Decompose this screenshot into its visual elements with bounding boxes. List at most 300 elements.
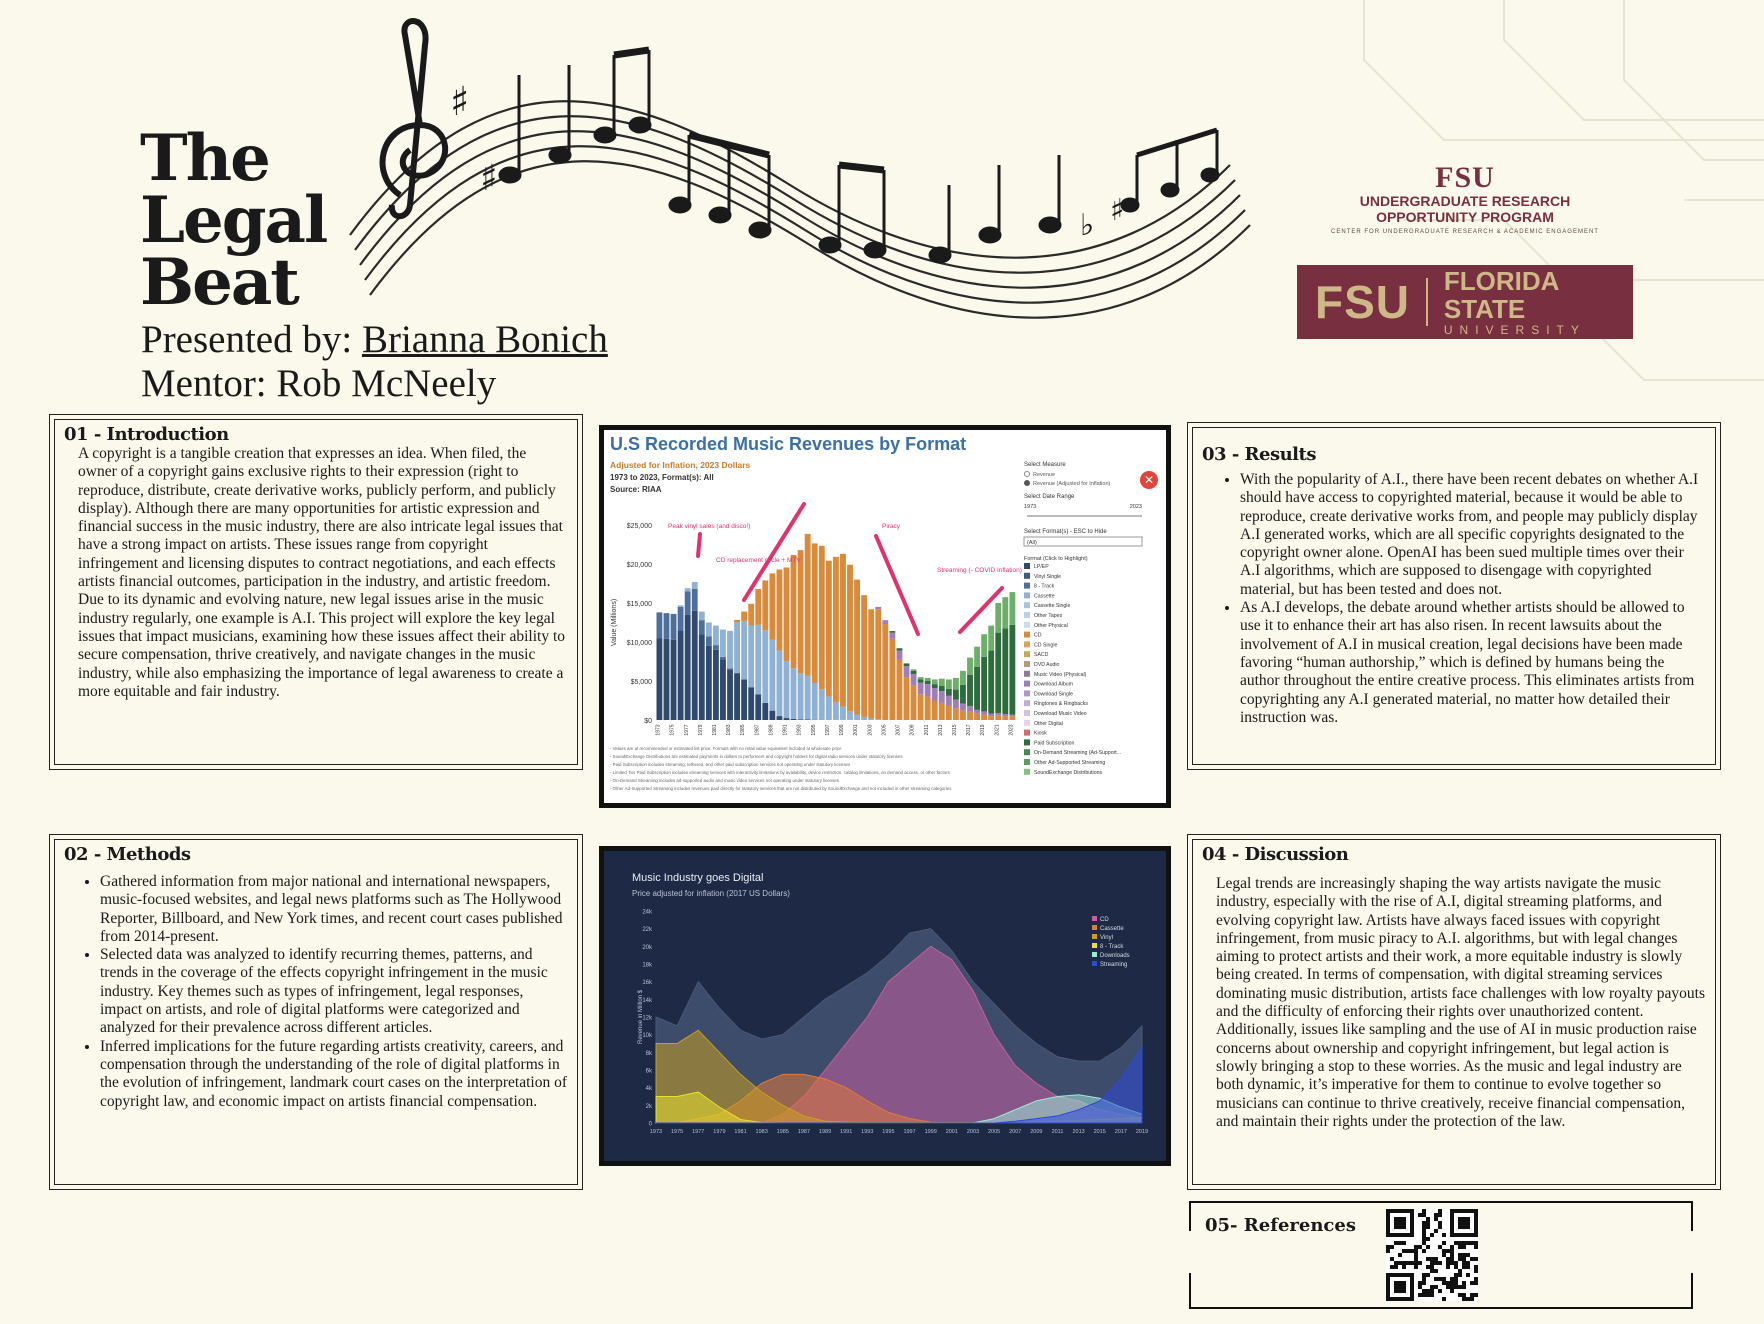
qr-module bbox=[1398, 1241, 1402, 1245]
y-tick-label: 0 bbox=[648, 1121, 652, 1128]
poster-title bbox=[140, 121, 327, 320]
bar-segment bbox=[932, 688, 938, 700]
annotation-arrow bbox=[876, 536, 918, 634]
x-tick-label: 1985 bbox=[776, 1129, 789, 1135]
svg-text:♯: ♯ bbox=[1110, 193, 1125, 228]
qr-module bbox=[1418, 1245, 1422, 1249]
x-tick-label: 2009 bbox=[1030, 1129, 1043, 1135]
discussion-section bbox=[1187, 834, 1721, 1190]
bar-segment bbox=[692, 611, 698, 720]
y-axis-label: Revenue in Million $ bbox=[638, 989, 644, 1045]
legend-swatch bbox=[1024, 563, 1030, 569]
legend-item: Other Tapes bbox=[1034, 613, 1063, 619]
legend-swatch bbox=[1024, 710, 1030, 716]
legend-swatch bbox=[1024, 720, 1030, 726]
legend-item: Download Music Video bbox=[1034, 711, 1087, 717]
bar-segment bbox=[713, 626, 719, 646]
fsu-name bbox=[1444, 267, 1633, 337]
chart2-svg bbox=[604, 851, 1166, 1161]
legend-item: Streaming bbox=[1100, 962, 1128, 968]
bar-segment bbox=[974, 647, 980, 667]
x-tick-label: 1977 bbox=[683, 724, 690, 736]
legend-swatch bbox=[1024, 661, 1030, 667]
qr-module bbox=[1462, 1245, 1466, 1249]
bar-segment bbox=[868, 718, 874, 720]
presenter-prefix: Presented by: bbox=[141, 318, 362, 361]
logo-divider bbox=[1426, 278, 1428, 326]
qr-module bbox=[1450, 1245, 1454, 1249]
bar-segment bbox=[826, 696, 832, 719]
bar-segment bbox=[727, 669, 733, 670]
qr-module bbox=[1446, 1265, 1450, 1269]
control-label: Select Date Range bbox=[1024, 494, 1075, 500]
qr-module bbox=[1442, 1249, 1446, 1253]
qr-module bbox=[1402, 1261, 1406, 1265]
x-tick-label: 1999 bbox=[924, 1129, 937, 1135]
footnote: - SoundExchange Distributions are estimated payments in dollars to performers and copyright holders for digital radio services under statutory licenses bbox=[610, 754, 903, 759]
bar-segment bbox=[755, 694, 761, 720]
bar-segment bbox=[904, 666, 910, 677]
fsu-mark: FSU bbox=[1315, 276, 1410, 328]
bar-segment bbox=[762, 630, 768, 703]
qr-module bbox=[1426, 1217, 1430, 1221]
x-tick-label: 2017 bbox=[966, 724, 973, 736]
bar-segment bbox=[706, 637, 712, 646]
qr-module bbox=[1418, 1213, 1422, 1217]
bar-segment bbox=[748, 604, 754, 626]
x-tick-label: 2015 bbox=[1093, 1129, 1106, 1135]
qr-module bbox=[1454, 1285, 1458, 1289]
x-tick-label: 1983 bbox=[726, 724, 733, 736]
fsu-logo bbox=[1297, 265, 1633, 339]
qr-module bbox=[1470, 1257, 1474, 1261]
bar-segment bbox=[791, 555, 797, 668]
list-item: • Gathered information from major national and international newspapers, music-focused websites, and legal news platforms such as The Hollywood Reporter, Billboard, and New York times, and recent court cases published from 2014-present. bbox=[100, 873, 568, 946]
presenter-line bbox=[141, 318, 608, 362]
x-tick-label: 1993 bbox=[861, 1129, 874, 1135]
bar-segment bbox=[762, 703, 768, 720]
qr-module bbox=[1414, 1249, 1418, 1253]
qr-module bbox=[1474, 1245, 1478, 1249]
qr-module bbox=[1458, 1293, 1462, 1297]
x-tick-label: 1991 bbox=[840, 1129, 853, 1135]
legend-item: Cassette Single bbox=[1034, 603, 1071, 610]
bar-segment bbox=[769, 573, 775, 639]
legend-swatch bbox=[1092, 916, 1097, 921]
urop-line2: OPPORTUNITY PROGRAM bbox=[1376, 209, 1554, 225]
x-tick-label: 2015 bbox=[952, 724, 958, 736]
qr-module bbox=[1430, 1285, 1434, 1289]
qr-module bbox=[1422, 1241, 1426, 1245]
bar-segment bbox=[918, 679, 924, 682]
qr-module bbox=[1422, 1225, 1426, 1229]
urop-logo bbox=[1330, 163, 1600, 235]
y-tick-label: 8k bbox=[645, 1050, 652, 1057]
bar-segment bbox=[904, 677, 910, 720]
list-item: • Inferred implications for the future regarding artists creativity, careers, and compensation through the understanding of the role of digital platforms in the evolution of infringement, landmark court cases on the interpretation of copyright law, and economic impact on artists financial compensation. bbox=[100, 1038, 568, 1111]
x-tick-label: 2003 bbox=[867, 724, 874, 736]
legend-item: Kiosk bbox=[1034, 730, 1047, 737]
qr-module bbox=[1390, 1245, 1394, 1249]
chart-title: Music Industry goes Digital bbox=[632, 872, 764, 884]
qr-module bbox=[1422, 1277, 1426, 1281]
x-tick-label: 1985 bbox=[740, 724, 747, 736]
bar-segment bbox=[875, 607, 881, 609]
qr-module bbox=[1418, 1293, 1422, 1297]
footnote: - Values are at recommended or estimated list price. Formats with no retail value equivalent included at wholesale price bbox=[610, 746, 842, 751]
qr-module bbox=[1418, 1261, 1422, 1265]
bar-segment bbox=[741, 621, 747, 680]
qr-module bbox=[1414, 1245, 1418, 1249]
qr-module bbox=[1442, 1281, 1446, 1285]
x-tick-label: 1975 bbox=[669, 724, 676, 736]
legend-item: SACD bbox=[1034, 652, 1049, 659]
bar-segment bbox=[981, 711, 987, 714]
legend-swatch bbox=[1024, 681, 1030, 687]
chart-source: Source: RIAA bbox=[610, 485, 662, 494]
footnote: - Other Ad-Supported Streaming includes revenues paid directly for statutory services that are not distributed by SoundExchange and not included in other streaming categories bbox=[610, 786, 952, 791]
x-tick-label: 2013 bbox=[937, 724, 944, 736]
y-tick-label: 14k bbox=[642, 997, 652, 1004]
qr-module bbox=[1450, 1253, 1454, 1257]
legend-swatch bbox=[1092, 925, 1097, 930]
bar-segment bbox=[995, 633, 1001, 713]
qr-module bbox=[1430, 1257, 1434, 1261]
svg-text:♭: ♭ bbox=[1080, 208, 1095, 243]
bar-segment bbox=[741, 612, 747, 621]
chart1-svg bbox=[604, 430, 1166, 803]
qr-module bbox=[1418, 1281, 1422, 1285]
section-heading: 04 - Discussion bbox=[1202, 844, 1349, 865]
bar-segment bbox=[692, 582, 698, 589]
radio-button bbox=[1025, 481, 1030, 486]
qr-module bbox=[1446, 1261, 1450, 1265]
bar-segment bbox=[911, 686, 917, 720]
qr-module bbox=[1462, 1285, 1466, 1289]
qr-module bbox=[1422, 1209, 1426, 1213]
bar-segment bbox=[798, 550, 804, 673]
bar-segment bbox=[967, 711, 973, 720]
y-tick-label: 18k bbox=[642, 962, 652, 969]
bar-segment bbox=[981, 715, 987, 720]
x-tick-label: 1987 bbox=[754, 724, 761, 736]
bar-segment bbox=[932, 679, 938, 684]
qr-module bbox=[1458, 1241, 1462, 1245]
results-list bbox=[1202, 471, 1706, 727]
annotation-arrow bbox=[698, 534, 700, 556]
legend-swatch bbox=[1092, 961, 1097, 966]
qr-module bbox=[1434, 1269, 1438, 1273]
bar-segment bbox=[840, 554, 846, 707]
x-tick-label: 1983 bbox=[755, 1129, 768, 1135]
bar-segment bbox=[1009, 716, 1015, 720]
bar-segment bbox=[1009, 625, 1015, 715]
bar-segment bbox=[840, 707, 846, 720]
qr-module bbox=[1458, 1253, 1462, 1257]
bar-segment bbox=[882, 620, 888, 624]
qr-module bbox=[1466, 1273, 1470, 1277]
x-tick-label: 1989 bbox=[818, 1129, 832, 1135]
section-body: Legal trends are increasingly shaping the way artists navigate the music industry, especially with the rise of A.I, digital streaming platforms, and evolving copyright law. Artists have always faced issues with copyright infringement, from music piracy to A.I. algorithms, but with legal changes aiming to protect artists and their work, a more equitable industry is slowly being created. In terms of compensation, with digital streaming services dominating music distribution, artists face challenges with low royalty payouts and the difficulty of enforcing their rights over unauthorized content. Additionally, issues like sampling and the use of AI in music production raise concerns about ownership and copyright infringement, but legal action is slowly bringing a stop to these worries. As the music and legal industry are both dynamic, it’s imperative for them to continue to evolve together so musicians can continue to thrive creatively, receive financial compensation, and maintain their rights under the protection of the law. bbox=[1216, 875, 1706, 1130]
divider bbox=[1191, 1201, 1691, 1203]
revenue-by-format-chart bbox=[599, 425, 1171, 808]
qr-module bbox=[1454, 1241, 1458, 1245]
qr-module bbox=[1398, 1253, 1402, 1257]
x-tick-label: 1993 bbox=[796, 724, 803, 736]
bar-segment bbox=[833, 557, 839, 702]
bar-segment bbox=[875, 719, 881, 720]
qr-finder bbox=[1458, 1217, 1470, 1229]
qr-module bbox=[1446, 1257, 1450, 1261]
x-tick-label: 1979 bbox=[697, 724, 704, 736]
bar-segment bbox=[953, 700, 959, 709]
qr-module bbox=[1422, 1221, 1426, 1225]
y-axis-label: Value (Millions) bbox=[611, 598, 618, 647]
qr-module bbox=[1474, 1257, 1478, 1261]
x-tick-label: 1989 bbox=[768, 724, 775, 736]
qr-module bbox=[1474, 1269, 1478, 1273]
x-tick-label: 1999 bbox=[839, 724, 846, 736]
x-tick-label: 2001 bbox=[945, 1129, 958, 1135]
qr-module bbox=[1414, 1261, 1418, 1265]
annotation-label: CD replacement cycle + MTV bbox=[716, 557, 801, 564]
bar-segment bbox=[777, 569, 783, 650]
qr-module bbox=[1454, 1281, 1458, 1285]
bar-segment bbox=[777, 651, 783, 717]
music-goes-digital-chart bbox=[599, 846, 1171, 1166]
y-tick-label: $0 bbox=[644, 718, 652, 725]
bar-segment bbox=[678, 607, 684, 630]
legend-item: On-Demand Streaming (Ad-Support... bbox=[1034, 750, 1122, 757]
bar-segment bbox=[974, 714, 980, 720]
x-tick-label: 1975 bbox=[671, 1129, 684, 1135]
dropdown-value: (All) bbox=[1027, 540, 1037, 546]
qr-module bbox=[1466, 1253, 1470, 1257]
references-section bbox=[1189, 1201, 1693, 1309]
bar-segment bbox=[671, 614, 677, 640]
qr-module bbox=[1426, 1293, 1430, 1297]
bar-segment bbox=[939, 703, 945, 720]
y-tick-label: 12k bbox=[642, 1015, 652, 1022]
fsu-name-line2: UNIVERSITY bbox=[1443, 323, 1586, 337]
bar-segment bbox=[826, 561, 832, 697]
y-tick-label: 22k bbox=[642, 927, 652, 934]
methods-list bbox=[64, 873, 568, 1111]
chart-meta: 1973 to 2023, Format(s): All bbox=[610, 473, 714, 482]
bar-segment bbox=[967, 658, 973, 675]
x-tick-label: 1973 bbox=[649, 1129, 663, 1135]
legend-swatch bbox=[1024, 739, 1030, 745]
section-body: A copyright is a tangible creation that expresses an idea. When filed, the owner of a copyright gains exclusive rights to their expression (right to reproduce, distribute, create derivative works, publicly perform, and publicly display). Although there are many opportunities for artistic expression and financial success in the music industry, there are also intricate legal issues that have a strong impact on artists. These issues range from copyright infringement and licensing disputes to contract negotiations, and each effects artists financial outcomes, participation in the industry, and artistic freedom. Due to its dynamic and evolving nature, new legal issues arise in the music industry regularly, one example is A.I. This project will explore the key legal issues that impact musicians, examining how these issues affect their ability to secure compensation, thrive creatively, and navigate changes in the music industry, while also emphasizing the importance of legal awareness to create a more equitable and fair industry. bbox=[78, 445, 566, 700]
legend-swatch bbox=[1092, 952, 1097, 957]
qr-module bbox=[1434, 1229, 1438, 1233]
bar-segment bbox=[720, 657, 726, 659]
bar-segment bbox=[699, 634, 705, 720]
bar-segment bbox=[897, 648, 903, 650]
bar-segment bbox=[939, 691, 945, 703]
bar-segment bbox=[755, 589, 761, 625]
bar-segment bbox=[819, 546, 825, 690]
legend-item: Ringtones & Ringbacks bbox=[1034, 701, 1088, 708]
bar-segment bbox=[897, 651, 903, 660]
qr-module bbox=[1402, 1241, 1406, 1245]
x-tick-label: 1991 bbox=[782, 724, 789, 736]
qr-module bbox=[1466, 1241, 1470, 1245]
qr-module bbox=[1394, 1261, 1398, 1265]
urop-line1: UNDERGRADUATE RESEARCH bbox=[1359, 193, 1571, 209]
format-dropdown bbox=[1024, 537, 1142, 546]
fsu-name-line1: FLORIDA STATE bbox=[1443, 266, 1559, 324]
qr-module bbox=[1430, 1289, 1434, 1293]
x-tick-label: 2009 bbox=[909, 724, 916, 736]
bar-segment bbox=[988, 626, 994, 651]
qr-module bbox=[1426, 1237, 1430, 1241]
qr-module bbox=[1434, 1257, 1438, 1261]
qr-module bbox=[1434, 1285, 1438, 1289]
qr-module bbox=[1438, 1277, 1442, 1281]
y-tick-label: $15,000 bbox=[626, 601, 652, 608]
bar-segment bbox=[974, 710, 980, 714]
legend-item: Download Album bbox=[1034, 681, 1073, 688]
qr-module bbox=[1422, 1229, 1426, 1233]
chart-title: U.S Recorded Music Revenues by Format bbox=[610, 434, 967, 454]
x-tick-label: 2003 bbox=[966, 1129, 980, 1135]
qr-module bbox=[1462, 1293, 1466, 1297]
footnote: - Limited Tier Paid Subscription includes streaming services with interactivity limitations by availability, device restriction, catalog limitations, on demand access, or other factors bbox=[610, 770, 950, 775]
annotation-label: Piracy bbox=[882, 523, 901, 530]
bar-segment bbox=[988, 716, 994, 720]
qr-module bbox=[1450, 1257, 1454, 1261]
x-tick-label: 1981 bbox=[734, 1129, 747, 1135]
x-tick-label: 2005 bbox=[881, 724, 888, 736]
presenter-name: Brianna Bonich bbox=[361, 318, 608, 361]
bar-segment bbox=[1009, 715, 1015, 717]
bar-segment bbox=[946, 689, 952, 696]
x-tick-label: 1977 bbox=[692, 1129, 705, 1135]
qr-module bbox=[1386, 1249, 1390, 1253]
bar-segment bbox=[854, 715, 860, 720]
bar-segment bbox=[664, 613, 670, 639]
qr-module bbox=[1422, 1233, 1426, 1237]
radio-label: Revenue bbox=[1033, 472, 1056, 478]
qr-module bbox=[1442, 1297, 1446, 1301]
bar-segment bbox=[734, 673, 740, 720]
urop-mark: FSU bbox=[1435, 161, 1495, 194]
qr-module bbox=[1470, 1281, 1474, 1285]
footnote: - Paid Subscription includes streaming, tethered, and other paid subscription services not operating under statutory licenses bbox=[610, 762, 851, 767]
qr-module bbox=[1386, 1245, 1390, 1249]
list-item: • Selected data was analyzed to identify recurring themes, patterns, and trends in the coverage of the effects copyright infringement in the music industry. Key themes such as types of infringement, legal responses, impact on artists, and role of digital platforms were categorized and analyzed for their prevalence across different articles. bbox=[100, 946, 568, 1037]
qr-module bbox=[1422, 1289, 1426, 1293]
control-label: Select Measure bbox=[1024, 462, 1066, 468]
qr-module bbox=[1450, 1285, 1454, 1289]
bar-segment bbox=[762, 580, 768, 630]
qr-module bbox=[1422, 1249, 1426, 1253]
chart-subtitle: Adjusted for Inflation, 2023 Dollars bbox=[610, 460, 751, 470]
bar-segment bbox=[988, 714, 994, 716]
qr-module bbox=[1454, 1277, 1458, 1281]
bar-segment bbox=[932, 684, 938, 688]
qr-module bbox=[1450, 1289, 1454, 1293]
y-tick-label: $10,000 bbox=[626, 640, 652, 647]
legend-item: 8 - Track bbox=[1100, 944, 1124, 950]
x-tick-label: 2011 bbox=[1051, 1129, 1064, 1135]
bar-segment bbox=[805, 534, 811, 676]
qr-module bbox=[1466, 1261, 1470, 1265]
bar-segment bbox=[1009, 592, 1015, 625]
qr-module bbox=[1446, 1281, 1450, 1285]
bar-segment bbox=[1002, 714, 1008, 716]
qr-module bbox=[1462, 1265, 1466, 1269]
title-line: Beat bbox=[140, 245, 298, 320]
x-tick-label: 1995 bbox=[810, 724, 817, 736]
qr-module bbox=[1422, 1273, 1426, 1277]
bar-segment bbox=[889, 639, 895, 720]
qr-module bbox=[1422, 1237, 1426, 1241]
bar-segment bbox=[720, 659, 726, 720]
qr-module bbox=[1462, 1253, 1466, 1257]
section-heading: 03 - Results bbox=[1202, 444, 1316, 465]
qr-module bbox=[1470, 1241, 1474, 1245]
qr-module bbox=[1446, 1285, 1450, 1289]
bar-segment bbox=[847, 565, 853, 712]
y-tick-label: 6k bbox=[645, 1068, 652, 1075]
legend-swatch bbox=[1024, 612, 1030, 618]
legend-item: Paid Subscription bbox=[1034, 740, 1075, 747]
qr-module bbox=[1434, 1277, 1438, 1281]
qr-module bbox=[1430, 1269, 1434, 1273]
x-tick-label: 2007 bbox=[1009, 1129, 1022, 1135]
qr-module bbox=[1422, 1293, 1426, 1297]
qr-module bbox=[1474, 1265, 1478, 1269]
bar-segment bbox=[981, 634, 987, 657]
qr-module bbox=[1438, 1261, 1442, 1265]
qr-module bbox=[1394, 1265, 1398, 1269]
bar-segment bbox=[925, 697, 931, 720]
bar-segment bbox=[812, 543, 818, 683]
qr-module bbox=[1466, 1297, 1470, 1301]
control-label: Select Format(s) - ESC to Hide bbox=[1024, 529, 1107, 535]
qr-code[interactable] bbox=[1386, 1209, 1478, 1301]
y-tick-label: $20,000 bbox=[626, 562, 652, 569]
qr-finder bbox=[1394, 1217, 1406, 1229]
qr-module bbox=[1430, 1293, 1434, 1297]
x-tick-label: 2023 bbox=[1008, 724, 1015, 736]
qr-module bbox=[1458, 1273, 1462, 1277]
qr-module bbox=[1398, 1261, 1402, 1265]
legend-swatch bbox=[1024, 690, 1030, 696]
bar-segment bbox=[918, 677, 924, 679]
bar-segment bbox=[925, 678, 931, 681]
bar-segment bbox=[699, 612, 705, 621]
bar-segment bbox=[981, 657, 987, 712]
bar-segment bbox=[1002, 628, 1008, 714]
bar-segment bbox=[861, 717, 867, 720]
bar-segment bbox=[897, 660, 903, 720]
bar-segment bbox=[868, 609, 874, 718]
legend-swatch bbox=[1024, 730, 1030, 736]
bar-segment bbox=[904, 663, 910, 664]
y-tick-label: 20k bbox=[642, 944, 652, 951]
bar-segment bbox=[925, 684, 931, 696]
legend-item: Other Ad-Supported Streaming bbox=[1034, 760, 1106, 766]
bar-segment bbox=[946, 679, 952, 688]
qr-module bbox=[1454, 1273, 1458, 1277]
x-tick-label: 2021 bbox=[994, 724, 1001, 736]
qr-module bbox=[1410, 1249, 1414, 1253]
qr-module bbox=[1430, 1261, 1434, 1265]
bar-segment bbox=[911, 671, 917, 674]
